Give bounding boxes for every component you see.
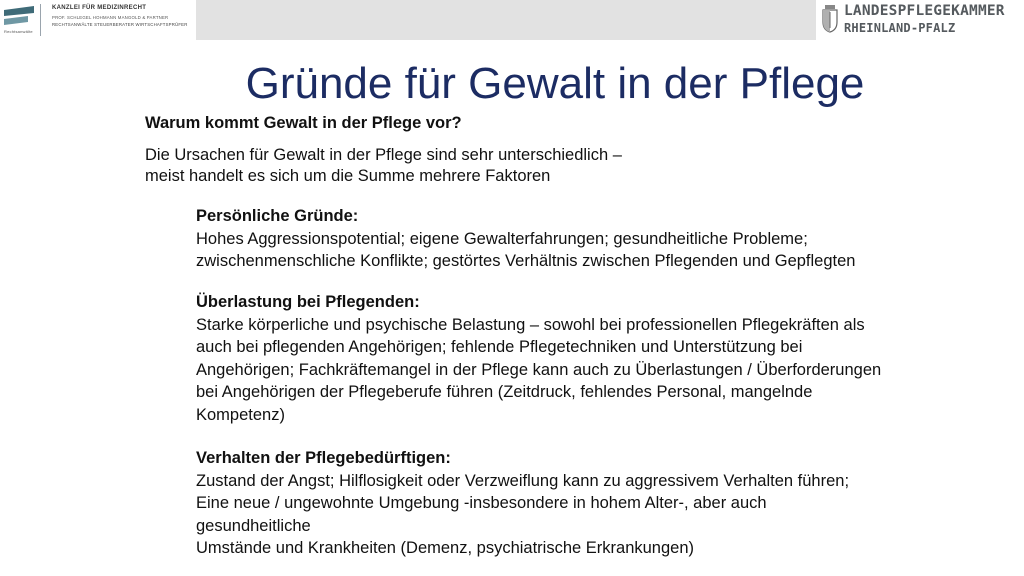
slide-intro [145, 145, 745, 187]
logo-caption: Rechtsanwälte [4, 29, 33, 34]
intro-line: Die Ursachen für Gewalt in der Pflege sind sehr unterschiedlich – [145, 146, 622, 164]
law-firm-logo-icon [4, 6, 38, 28]
section-line: bei Angehörigen der Pflegeberufe führen (Zeitdruck, fehlendes Personal, mangelnde [196, 383, 813, 401]
slide-title: Gründe für Gewalt in der Pflege [245, 59, 865, 108]
section-patient-behavior [196, 447, 1011, 560]
firm-name: KANZLEI FÜR MEDIZINRECHT [52, 5, 147, 11]
section-line: Starke körperliche und psychische Belastung – sowohl bei professionellen Pflegekräften als [196, 315, 865, 334]
section-heading: Überlastung bei Pflegenden: [196, 293, 420, 311]
chamber-name: LANDESPFLEGEKAMMER [844, 3, 1005, 19]
landespflegekammer-logo [816, 0, 1024, 40]
slide-question: Warum kommt Gewalt in der Pflege vor? [145, 114, 462, 132]
section-line: Eine neue / ungewohnte Umgebung -insbesondere in hohem Alter-, aber auch [196, 494, 767, 512]
chamber-region: RHEINLAND-PFALZ [844, 21, 956, 35]
section-line: zwischenmenschliche Konflikte; gestörtes Verhältnis zwischen Pflegenden und Gepflegten [196, 252, 856, 270]
section-line: Zustand der Angst; Hilflosigkeit oder Verzweiflung kann zu aggressivem Verhalten führen; [196, 471, 850, 490]
section-line: gesundheitliche [196, 516, 311, 535]
header-bar [0, 0, 1024, 40]
law-firm-logo [0, 0, 196, 40]
intro-line: meist handelt es sich um die Summe mehrere Faktoren [145, 167, 551, 185]
section-line: auch bei pflegenden Angehörigen; fehlende Pflegetechniken und Unterstützung bei [196, 338, 803, 356]
section-caregiver-overload [196, 291, 1011, 426]
section-line: Hohes Aggressionspotential; eigene Gewalterfahrungen; gesundheitliche Probleme; [196, 229, 808, 248]
section-personal-reasons [196, 205, 1011, 273]
coat-of-arms-icon [820, 4, 840, 34]
section-line: Angehörigen; Fachkräftemangel in der Pflege kann auch zu Überlastungen / Überforderungen [196, 360, 882, 379]
firm-professions: RECHTSANWÄLTE STEUERBERATER WIRTSCHAFTSPRÜFER [52, 22, 188, 27]
firm-partners: PROF. SCHLEGEL HOHMANN MANGOLD & PARTNER [52, 15, 169, 20]
logo-divider [40, 4, 41, 36]
section-heading: Persönliche Gründe: [196, 207, 359, 225]
section-line: Kompetenz) [196, 405, 285, 424]
section-line: Umstände und Krankheiten (Demenz, psychiatrische Erkrankungen) [196, 539, 694, 557]
section-heading: Verhalten der Pflegebedürftigen: [196, 449, 451, 467]
